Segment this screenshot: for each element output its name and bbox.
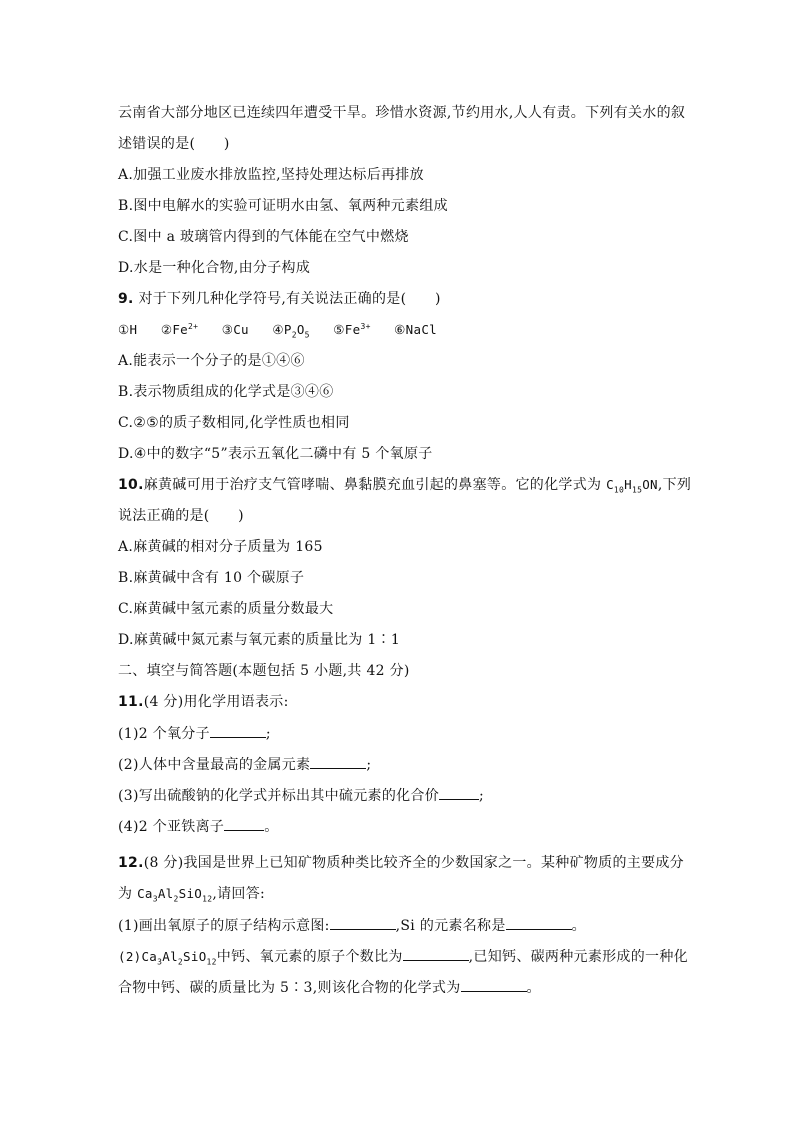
q12-part2-blank-b[interactable]	[461, 977, 527, 992]
q9-stem	[118, 289, 698, 309]
q10-stem-post: ,下列	[657, 477, 692, 493]
q10-number: 10.	[118, 477, 144, 493]
q10-stem-line2: 说法正确的是( )	[118, 508, 244, 524]
q9-symbol-4	[272, 322, 310, 340]
q12-formula	[137, 886, 213, 904]
q12-part2-mid: ,已知钙、碳两种元素形成的一种化	[468, 949, 688, 965]
q10-option-a: A.麻黄碱的相对分子质量为 165	[118, 539, 323, 555]
q8-stem-line1: 云南省大部分地区已连续四年遭受干旱。珍惜水资源,节约用水,人人有责。下列有关水的叙	[118, 105, 686, 121]
q9-symbol-4-sub1: 2	[291, 330, 297, 340]
q12-part2-formula: $(2)Ca_3Al_2SiO_{12}$	[118, 949, 217, 967]
q9-number: 9.	[118, 291, 134, 307]
q12-part2-end: 。	[526, 980, 541, 996]
q12-stem-line1	[118, 853, 698, 873]
q8-stem-line2: 述错误的是( )	[118, 136, 230, 152]
q12-part1	[118, 915, 698, 936]
q9-symbol-2	[161, 322, 198, 337]
q12-formula-si-sub: 12	[202, 894, 213, 904]
q12-stem-line2-post: ,请回答:	[212, 886, 266, 902]
q11-part3-text: (3)写出硫酸钠的化学式并标出其中硫元素的化合价	[118, 788, 440, 804]
q11-part3	[118, 785, 698, 806]
q10-stem-line1	[118, 475, 698, 495]
q12-formula-si: SiO	[178, 886, 203, 901]
q11-part1-blank[interactable]	[210, 723, 266, 738]
section2-title: 二、填空与简答题(本题包括 5 小题,共 42 分)	[118, 663, 410, 679]
q9-symbol-3: ③Cu	[221, 322, 249, 337]
q11-part1-end: ;	[265, 726, 271, 742]
q9-symbol-5-base: ⑤Fe	[333, 322, 361, 337]
q12-stem-line2	[118, 884, 698, 904]
q9-symbol-4-o: O	[296, 322, 305, 337]
q11-part4-end: 。	[264, 819, 279, 835]
q12-part2-formula-ca-sub: 3	[157, 957, 163, 967]
q12-formula-ca-sub: 3	[152, 894, 158, 904]
q12-stem-line2-pre: 为	[118, 886, 138, 902]
q12-part2-line2	[118, 977, 698, 998]
q8-option-a: A.加强工业废水排放监控,坚持处理达标后再排放	[118, 167, 424, 183]
q11-part4-text: (4)2 个亚铁离子	[118, 819, 225, 835]
q9-option-c: C.②⑤的质子数相同,化学性质也相同	[118, 415, 350, 431]
q9-option-a: A.能表示一个分子的是①④⑥	[118, 353, 305, 369]
q12-part1-text: (1)画出氧原子的原子结构示意图:	[118, 918, 330, 934]
q9-stem-text: 对于下列几种化学符号,有关说法正确的是( )	[138, 291, 441, 307]
q10-formula-rest: ON	[642, 477, 658, 492]
q9-symbol-6: ⑥NaCl	[394, 322, 437, 337]
q12-part2	[118, 946, 698, 967]
q9-option-b: B.表示物质组成的化学式是③④⑥	[118, 384, 334, 400]
q10-formula-h: H	[624, 477, 632, 492]
q11-part1-text: (1)2 个氧分子	[118, 726, 210, 742]
q11-part3-blank[interactable]	[439, 785, 479, 800]
q12-part2-formula-al-sub: 2	[177, 957, 184, 967]
q9-symbol-5	[333, 322, 370, 337]
q8-option-d: D.水是一种化合物,由分子构成	[118, 260, 311, 276]
q9-symbol-2-base: ②Fe	[160, 322, 188, 337]
q12-part2-formula-si-sub: 12	[206, 957, 217, 967]
q10-option-b: B.麻黄碱中含有 10 个碳原子	[118, 570, 305, 586]
q10-formula-h-sub: 15	[631, 485, 643, 495]
q12-formula-ca: Ca	[137, 886, 153, 901]
q12-part2-blank-a[interactable]	[403, 946, 469, 961]
q11-part3-end: ;	[479, 788, 485, 804]
q9-option-d: D.④中的数字“5”表示五氧化二磷中有 5 个氧原子	[118, 446, 433, 462]
q11-part2	[118, 754, 698, 775]
q9-symbol-4-sub2: 5	[304, 330, 310, 340]
q11-part1	[118, 723, 698, 744]
q12-part1-end: 。	[571, 918, 586, 934]
q9-symbol-4-p: ④P	[272, 322, 292, 337]
q12-stem-text: (8 分)我国是世界上已知矿物质种类比较齐全的少数国家之一。某种矿物质的主要成分	[143, 855, 684, 871]
q10-formula	[606, 477, 658, 495]
q12-part1-blank-b[interactable]	[506, 915, 572, 930]
q10-option-d: D.麻黄碱中氮元素与氧元素的质量比为 1∶1	[118, 632, 401, 648]
q12-part2-formula-ca: Ca	[141, 949, 158, 964]
q8-option-b: B.图中电解水的实验可证明水由氢、氧两种元素组成	[118, 198, 448, 214]
q10-formula-c-sub: 10	[613, 485, 625, 495]
q11-part2-text: (2)人体中含量最高的金属元素	[118, 757, 311, 773]
q8-option-c: C.图中 a 玻璃管内得到的气体能在空气中燃烧	[118, 229, 409, 245]
q9-symbols	[118, 320, 698, 340]
q9-symbol-1: ①H	[118, 322, 138, 337]
q12-part2-formula-al: Al	[162, 949, 178, 964]
q11-part2-end: ;	[366, 757, 372, 773]
q12-formula-al-sub: 2	[173, 894, 179, 904]
q11-stem	[118, 692, 698, 712]
q10-stem-text: 麻黄碱可用于治疗支气管哮喘、鼻黏膜充血引起的鼻塞等。它的化学式为	[143, 477, 607, 493]
q11-part4-blank[interactable]	[224, 816, 264, 831]
q11-stem-text: (4 分)用化学用语表示:	[143, 694, 289, 710]
q11-part2-blank[interactable]	[310, 754, 366, 769]
q9-symbol-5-charge: 3+	[360, 321, 371, 331]
q10-option-c: C.麻黄碱中氢元素的质量分数最大	[118, 601, 334, 617]
q12-part1-mid: ,Si 的元素名称是	[395, 918, 506, 934]
q12-part1-blank-a[interactable]	[330, 915, 396, 930]
q12-part2-line2-text: 合物中钙、碳的质量比为 5∶3,则该化合物的化学式为	[118, 980, 461, 996]
q10-formula-c: C	[606, 477, 614, 492]
q12-formula-al: Al	[157, 886, 174, 901]
q11-part4	[118, 816, 698, 837]
q9-symbol-2-charge: 2+	[188, 321, 199, 331]
q11-number: 11.	[118, 694, 144, 710]
q12-number: 12.	[118, 855, 144, 871]
q12-part2-text: 中钙、氧元素的原子个数比为	[216, 949, 403, 965]
q12-part2-formula-si: SiO	[183, 949, 207, 964]
